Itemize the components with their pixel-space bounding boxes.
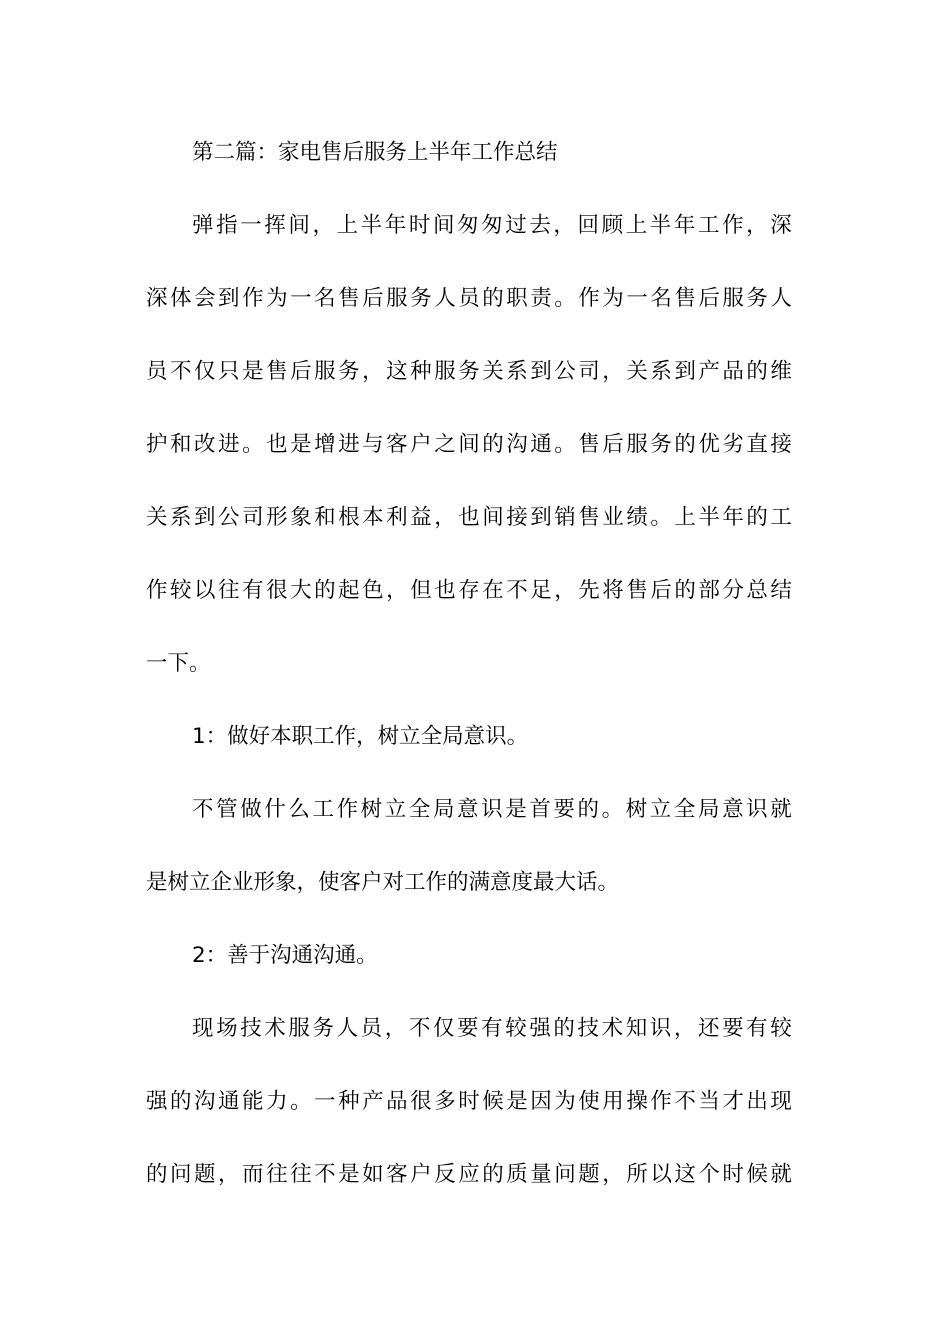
text-line: 现 场 技 术 服 务 人 员 ， 不 仅 要 有 较 强 的 技 术 知 识 ， 还 要 有 较 — [192, 1016, 792, 1041]
document-body — [146, 126, 792, 1221]
text-line: 作 较 以 往 有 很 大 的 起 色 ， 但 也 存 在 不 足 ， 先 将 售 后 的 部 分 总 结 — [146, 578, 792, 603]
text-line: 关 系 到 公 司 形 象 和 根 本 利 益 ， 也 间 接 到 销 售 业 绩 。 上 半 年 的 工 — [146, 505, 792, 530]
text-line: 不 管 做 什 么 工 作 树 立 全 局 意 识 是 首 要 的 。 树 立 全 局 意 识 就 — [192, 797, 792, 822]
text-line: 弹 指 一 挥 间 ， 上 半 年 时 间 匆 匆 过 去 ， 回 顾 上 半 年 工 作 ， 深 — [192, 213, 792, 238]
text-line: 员 不 仅 只 是 售 后 服 务 ， 这 种 服 务 关 系 到 公 司 ， 关 系 到 产 品 的 维 — [146, 359, 792, 384]
text-line: 一下。 — [146, 651, 211, 676]
document-title: 第二篇：家电售后服务上半年工作总结 — [192, 140, 558, 165]
text-line: 强 的 沟 通 能 力 。 一 种 产 品 很 多 时 候 是 因 为 使 用 操 作 不 当 才 出 现 — [146, 1089, 792, 1114]
text-line: 2：善于沟通沟通。 — [192, 943, 378, 968]
text-line: 是树立企业形象，使客户对工作的满意度最大话。 — [146, 870, 620, 895]
text-line: 的 问 题 ， 而 往 往 不 是 如 客 户 反 应 的 质 量 问 题 ， 所 以 这 个 时 候 就 — [146, 1162, 792, 1187]
text-line: 护 和 改 进 。 也 是 增 进 与 客 户 之 间 的 沟 通 。 售 后 服 务 的 优 劣 直 接 — [146, 432, 792, 457]
text-line: 1：做好本职工作，树立全局意识。 — [192, 724, 529, 749]
text-line: 深 体 会 到 作 为 一 名 售 后 服 务 人 员 的 职 责 。 作 为 一 名 售 后 服 务 人 — [146, 286, 792, 311]
